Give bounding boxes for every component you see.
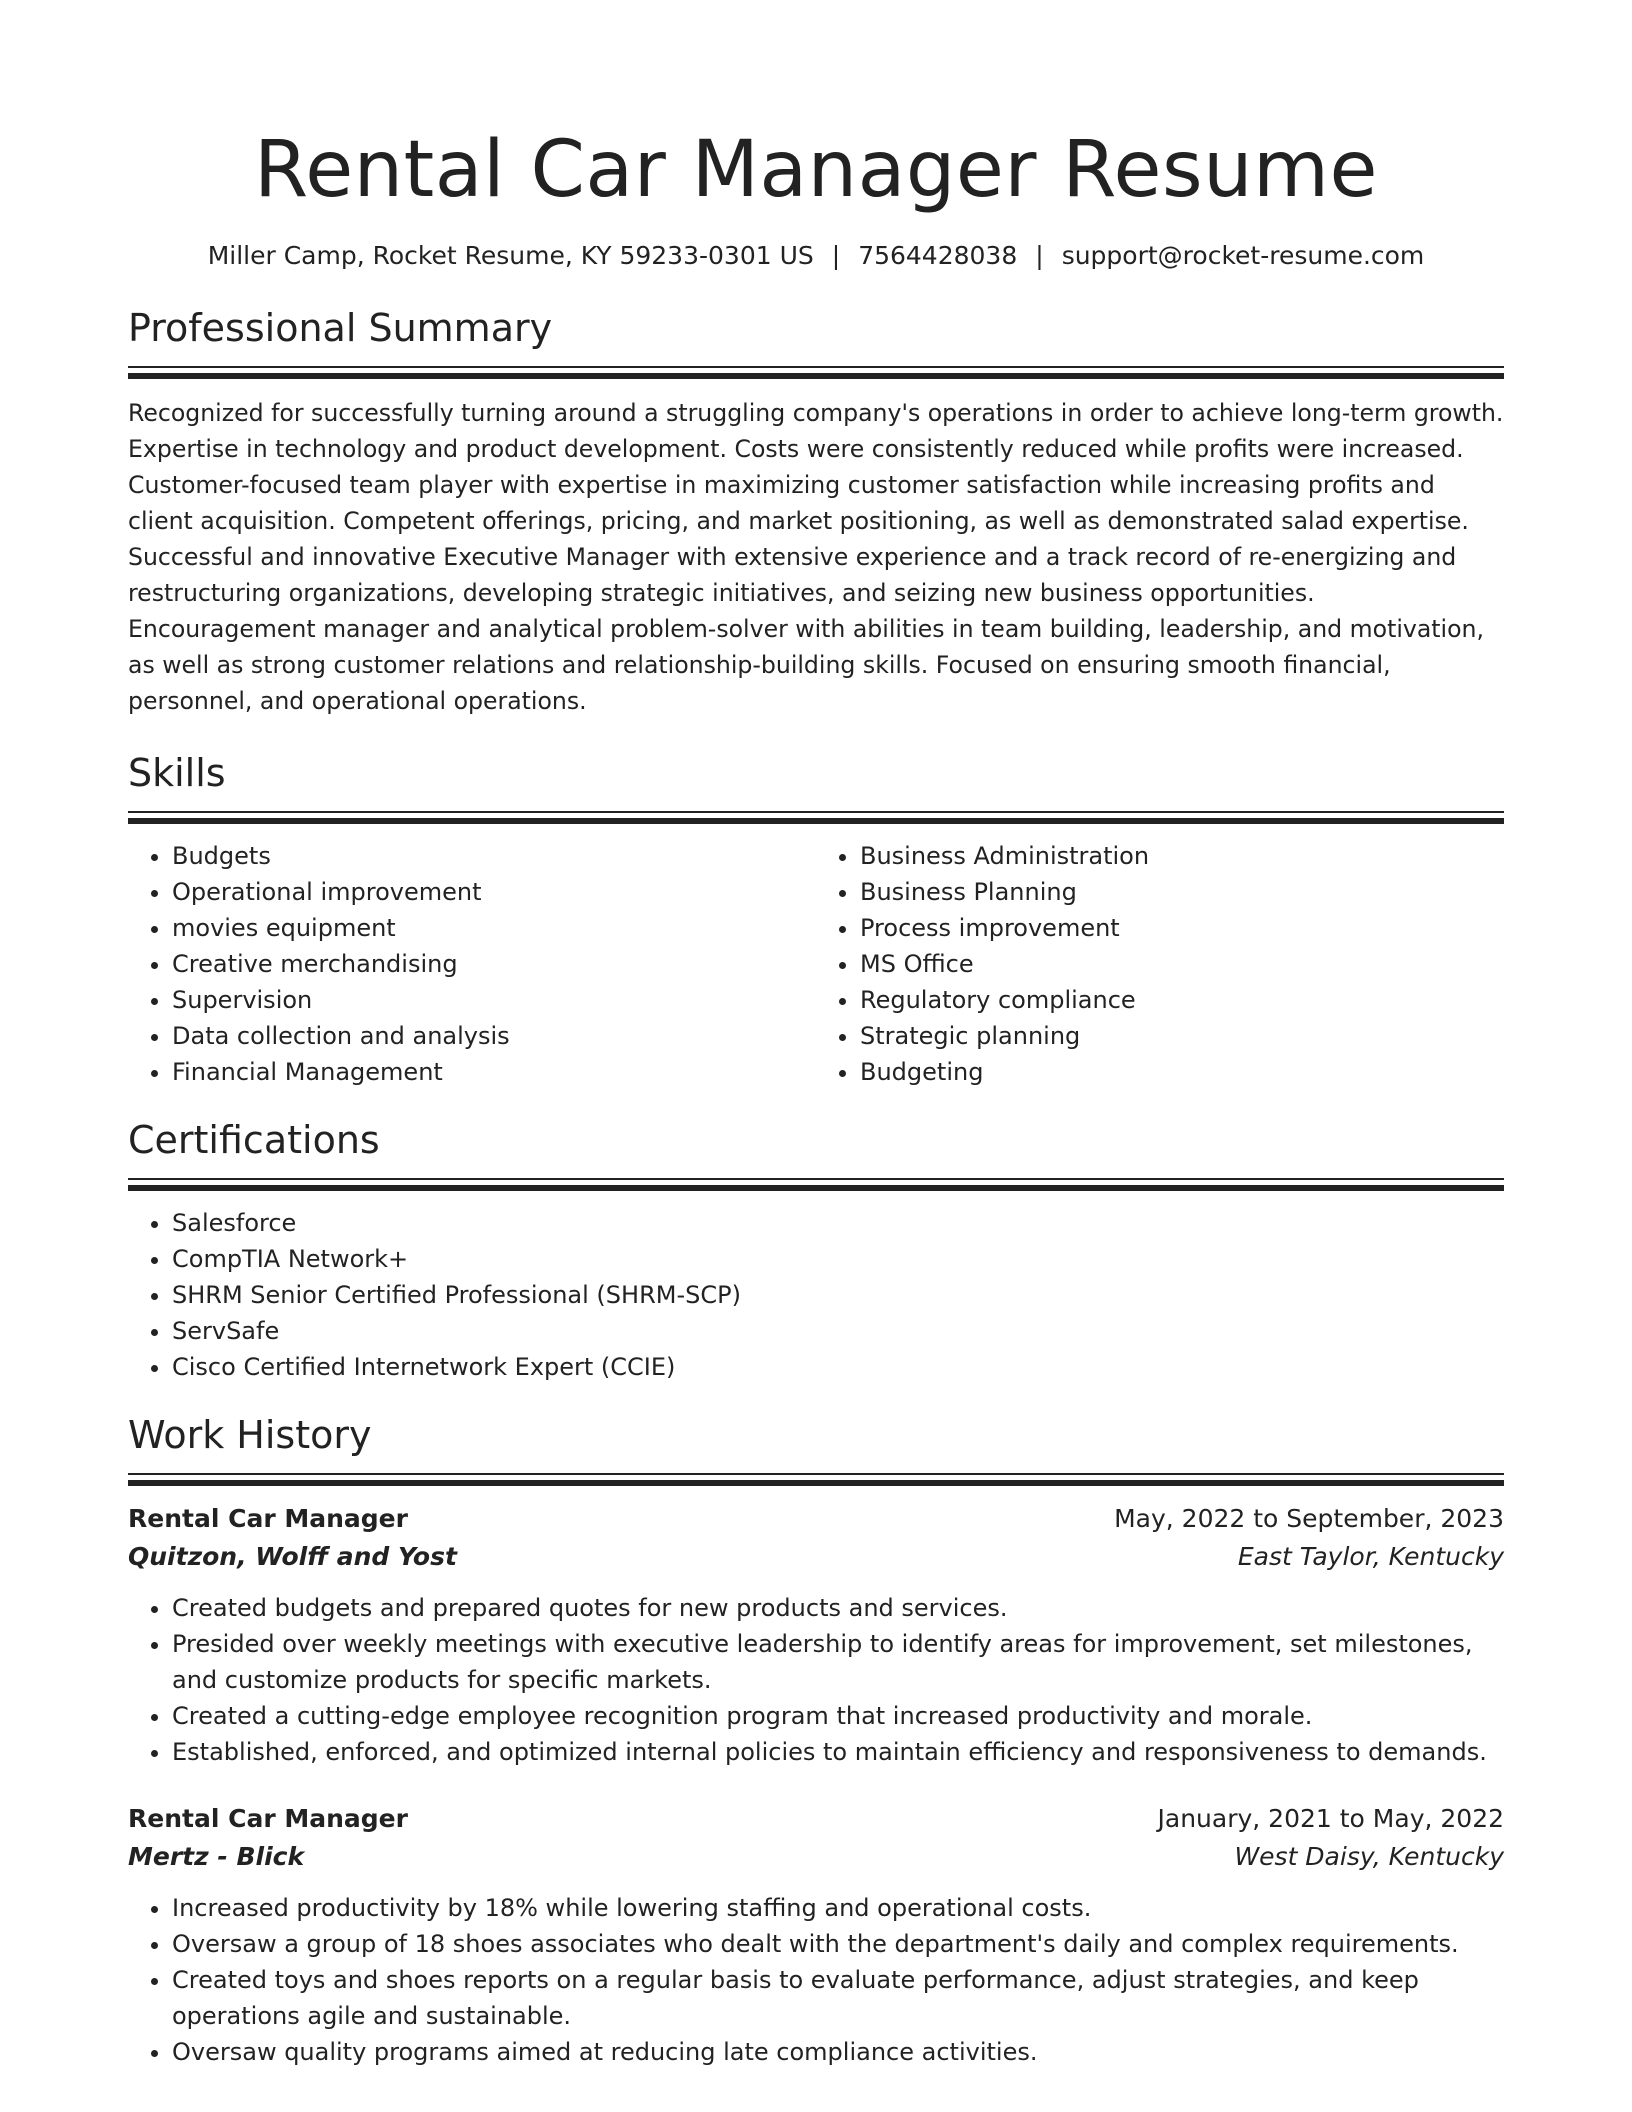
- certification-item: • Cisco Certified Internetwork Expert (CCIE): [172, 1349, 1504, 1385]
- skill-item: • Regulatory compliance: [860, 982, 1504, 1018]
- job-company-row: [128, 1538, 1504, 1576]
- skill-item: • Budgets: [172, 838, 816, 874]
- job-dates: January, 2021 to May, 2022: [1157, 1804, 1504, 1833]
- job-dates: May, 2022 to September, 2023: [1114, 1504, 1504, 1533]
- section-divider-thick: [128, 373, 1504, 379]
- job-bullet: • Oversaw a group of 18 shoes associates who dealt with the department's daily and complex requirements.: [172, 1926, 1504, 1962]
- certification-item: • ServSafe: [172, 1313, 1504, 1349]
- job-bullets: [128, 1590, 1504, 1770]
- section-divider-thick: [128, 1185, 1504, 1191]
- job-bullets: [128, 1890, 1504, 2070]
- skills-list-right: [816, 838, 1504, 1090]
- job-bullet: • Presided over weekly meetings with executive leadership to identify areas for improvement, set milestones, and customize products for specific markets.: [172, 1626, 1504, 1698]
- job-bullet: • Created budgets and prepared quotes for new products and services.: [172, 1590, 1504, 1626]
- skill-item: • Business Administration: [860, 838, 1504, 874]
- certifications-list: [128, 1205, 1504, 1385]
- contact-separator: |: [1035, 241, 1044, 270]
- job-bullet: • Oversaw quality programs aimed at reducing late compliance activities.: [172, 2034, 1504, 2070]
- section-divider: [128, 1178, 1504, 1180]
- contact-phone: 7564428038: [858, 241, 1018, 270]
- job-location: East Taylor, Kentucky: [1237, 1542, 1504, 1571]
- skill-item: • MS Office: [860, 946, 1504, 982]
- contact-email: support@rocket-resume.com: [1061, 241, 1425, 270]
- skill-item: • Supervision: [172, 982, 816, 1018]
- job-company: Quitzon, Wolff and Yost: [128, 1542, 457, 1571]
- job-header-row: [128, 1800, 1504, 1838]
- skills-columns: [128, 838, 1504, 1090]
- work-history-section: [128, 1409, 1504, 2070]
- section-divider-thick: [128, 818, 1504, 824]
- contact-line: [128, 238, 1504, 274]
- summary-section: [128, 302, 1504, 719]
- job-location: West Daisy, Kentucky: [1234, 1842, 1504, 1871]
- section-divider: [128, 366, 1504, 368]
- resume-title: Rental Car Manager Resume: [254, 125, 1378, 215]
- contact-separator: |: [831, 241, 841, 270]
- section-divider: [128, 811, 1504, 813]
- skill-item: • Budgeting: [860, 1054, 1504, 1090]
- skill-item: • Data collection and analysis: [172, 1018, 816, 1054]
- skill-item: • movies equipment: [172, 910, 816, 946]
- work-history-heading: Work History: [128, 1413, 372, 1457]
- skills-section: [128, 747, 1504, 1090]
- section-divider-thick: [128, 1480, 1504, 1486]
- certifications-heading: Certifications: [128, 1118, 380, 1162]
- certification-item: • SHRM Senior Certified Professional (SHRM-SCP): [172, 1277, 1504, 1313]
- job-bullet: • Created a cutting-edge employee recognition program that increased productivity and morale.: [172, 1698, 1504, 1734]
- section-divider: [128, 1473, 1504, 1475]
- summary-heading: Professional Summary: [128, 306, 553, 350]
- skill-item: • Financial Management: [172, 1054, 816, 1090]
- skill-item: • Creative merchandising: [172, 946, 816, 982]
- skills-column-left: [128, 838, 816, 1090]
- job-entry: [128, 1500, 1504, 1770]
- skill-item: • Business Planning: [860, 874, 1504, 910]
- skills-list-left: [128, 838, 816, 1090]
- skills-heading: Skills: [128, 751, 226, 795]
- contact-address: Miller Camp, Rocket Resume, KY 59233-0301 US: [207, 241, 814, 270]
- job-title: Rental Car Manager: [128, 1504, 408, 1533]
- job-title: Rental Car Manager: [128, 1804, 408, 1833]
- job-company: Mertz - Blick: [128, 1842, 305, 1871]
- job-entry: [128, 1800, 1504, 2070]
- certifications-section: [128, 1114, 1504, 1385]
- job-bullet: • Increased productivity by 18% while lowering staffing and operational costs.: [172, 1890, 1504, 1926]
- job-header-row: [128, 1500, 1504, 1538]
- summary-text: Recognized for successfully turning around a struggling company's operations in order to achieve long-term growth. Expertise in technology and product development. Costs were consistently reduced while profits were increased. Customer-focused team player with expertise in maximizing customer satisfaction while increasing profits and client acquisition. Competent offerings, pricing, and market positioning, as well as demonstrated salad expertise. Successful and innovative Executive Manager with extensive experience and a track record of re-energizing and restructuring organizations, developing strategic initiatives, and seizing new business opportunities. Encouragement manager and analytical problem-solver with abilities in team building, leadership, and motivation, as well as strong customer relations and relationship-building skills. Focused on ensuring smooth financial, personnel, and operational operations.: [128, 399, 1504, 715]
- job-bullet: • Established, enforced, and optimized internal policies to maintain efficiency and responsiveness to demands.: [172, 1734, 1504, 1770]
- skill-item: • Process improvement: [860, 910, 1504, 946]
- skills-column-right: [816, 838, 1504, 1090]
- job-company-row: [128, 1838, 1504, 1876]
- skill-item: • Strategic planning: [860, 1018, 1504, 1054]
- skill-item: • Operational improvement: [172, 874, 816, 910]
- certification-item: • Salesforce: [172, 1205, 1504, 1241]
- certification-item: • CompTIA Network+: [172, 1241, 1504, 1277]
- job-bullet: • Created toys and shoes reports on a regular basis to evaluate performance, adjust strategies, and keep operations agile and sustainable.: [172, 1962, 1504, 2034]
